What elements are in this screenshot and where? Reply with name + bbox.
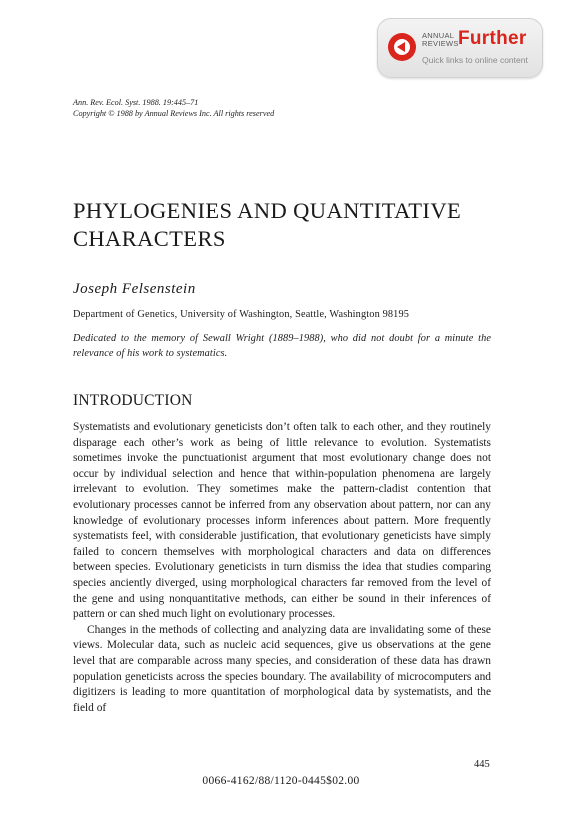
- body-text: [73, 420, 491, 716]
- brand-line-annual: ANNUAL: [422, 31, 455, 40]
- journal-citation: [73, 97, 274, 119]
- section-heading: INTRODUCTION: [73, 392, 193, 409]
- price-code: 0066-4162/88/1120-0445$02.00: [202, 775, 360, 787]
- paragraph: Systematists and evolutionary geneticists don’t often talk to each other, and they routinely disparage each other’s work as being of little relevance to evolution. Systematists sometimes invoke the punctuationist argument that most evolutionary change does not occur by individual selection and hence that within-population phenomena are largely irrelevant to evolution. They sometimes make the pattern-cladist contention that evolutionary processes cannot be inferred from any observation about pattern, nor can any knowledge of evolutionary processes inform inferences about pattern. More frequently systematists feel, with considerable justification, that evolutionary geneticists have simply failed to concern themselves with morphological characters and data on differences between species. Evolutionary geneticists in turn dismiss the idea that studies comparing species anciently diverged, using morphological characters far removed from the level of the gene and using nonquantitative methods, can either be sound in their inferences of pattern or can shed much light on evolutionary processes.: [73, 421, 491, 621]
- article-title: PHYLOGENIES AND QUANTITATIVE CHARACTERS: [73, 198, 462, 251]
- page-number: 445: [474, 759, 490, 770]
- brand-line-reviews: REVIEWS: [422, 39, 459, 48]
- annual-reviews-logo-icon: [388, 33, 416, 61]
- dedication: Dedicated to the memory of Sewall Wright (1889–1988), who did not doubt for a minute the relevance of his work to systematics.: [73, 333, 491, 359]
- further-label: Further: [458, 28, 527, 49]
- annual-reviews-wordmark: [422, 32, 459, 48]
- author-affiliation: Department of Genetics, University of Washington, Seattle, Washington 98195: [73, 309, 410, 320]
- copyright-line: Copyright © 1988 by Annual Reviews Inc. All rights reserved: [73, 109, 275, 118]
- author-name: Joseph Felsenstein: [73, 281, 196, 297]
- citation-line: Ann. Rev. Ecol. Syst. 1988. 19:445–71: [73, 98, 199, 107]
- paragraph: Changes in the methods of collecting and analyzing data are invalidating some of these views. Molecular data, such as nucleic acid sequences, give us observations at the gene level that are comparable across many species, and consideration of these data has drawn population geneticists across the species boundary. The availability of microcomputers and digitizers is leading to more quantitation of morphological data by systematists, and the field of: [73, 623, 491, 714]
- further-tagline: Quick links to online content: [422, 55, 528, 65]
- annual-reviews-further-badge[interactable]: [377, 18, 543, 78]
